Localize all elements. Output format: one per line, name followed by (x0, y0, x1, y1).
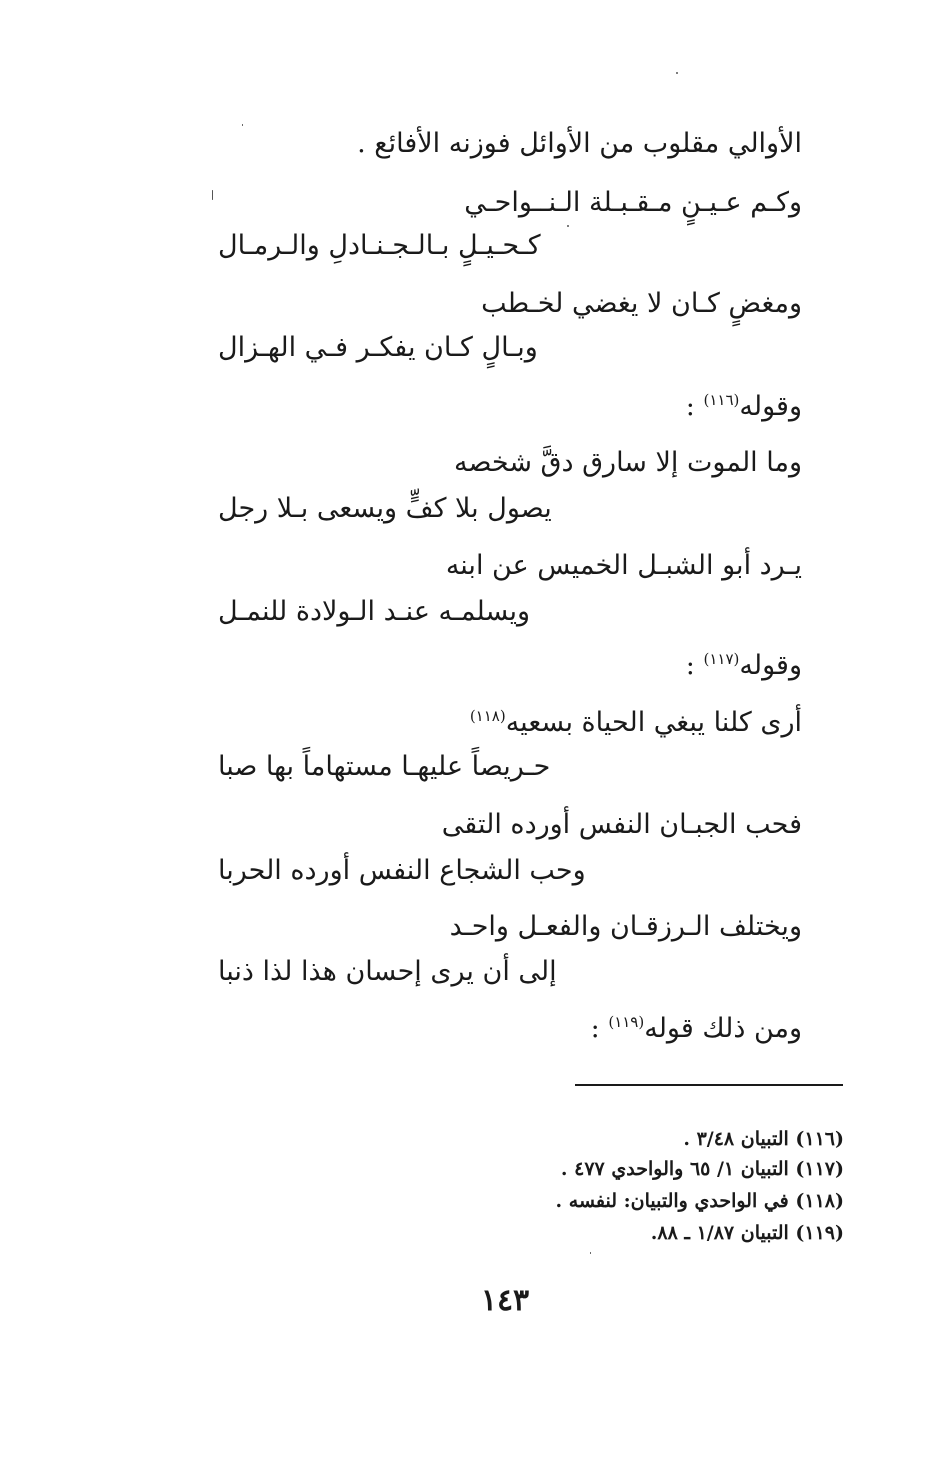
verse-second-hemistich: كـحـيـلٍ بـالـجـنـادلِ والـرمـال (218, 230, 541, 261)
verse-first-hemistich (470, 703, 802, 743)
verse-text: أرى كلنا يبغي الحياة بسعيه (505, 707, 802, 738)
scan-speck (676, 72, 678, 74)
footnote: (١١٧) التبيان ١/ ٦٥ والواحدي ٤٧٧ . (560, 1158, 844, 1180)
footnote-separator (575, 1084, 843, 1086)
quote-intro (686, 646, 802, 686)
verse-second-hemistich: ويسلمـه عنـد الـولادة للنمـل (218, 596, 531, 627)
intro-colon: : (685, 650, 695, 681)
verse-first-hemistich: وما الموت إلا سارق دقَّ شخصه (454, 447, 802, 478)
footnote: (١١٩) التبيان ١/٨٧ ـ ٨٨. (650, 1222, 844, 1244)
verse-first-hemistich: ويختلف الـرزقـان والفعـل واحـد (449, 911, 802, 942)
intro-text: ومن ذلك قوله (644, 1013, 802, 1044)
footnote: (١١٨) في الواحدي والتبيان: لنفسه . (555, 1190, 844, 1212)
verse-first-hemistich: يـرد أبو الشبـل الخميس عن ابنه (445, 550, 802, 581)
intro-text: وقوله (739, 650, 802, 681)
scan-speck (567, 225, 569, 227)
verse-second-hemistich: حـريصاً عليهـا مستهاماً بها صبا (218, 751, 551, 782)
scan-speck (212, 190, 213, 200)
text-line: الأوالي مقلوب من الأوائل فوزنه الأفائع . (357, 128, 802, 159)
verse-first-hemistich: فحب الجبـان النفس أورده التقى (441, 809, 802, 840)
scan-speck (242, 124, 243, 126)
quote-intro (591, 1009, 802, 1049)
footnote: (١١٦) التبيان ٣/٤٨ . (683, 1128, 844, 1150)
verse-first-hemistich: ومغضٍ كـان لا يغضي لخـطب (481, 288, 802, 319)
page-number: ١٤٣ (480, 1283, 530, 1318)
footnote-ref: (١١٧) (703, 650, 740, 668)
scan-speck (590, 1252, 591, 1254)
footnote-ref: (١١٦) (703, 391, 740, 409)
quote-intro (686, 387, 802, 427)
verse-second-hemistich: يصول بلا كفٍّ ويسعى بـلا رجل (218, 493, 552, 524)
intro-colon: : (685, 391, 695, 422)
intro-text: وقوله (739, 391, 802, 422)
intro-colon: : (590, 1013, 600, 1044)
verse-second-hemistich: إلى أن يرى إحسان هذا لذا ذنبا (218, 956, 557, 987)
footnote-ref: (١١٩) (608, 1013, 645, 1031)
verse-second-hemistich: وحب الشجاع النفس أورده الحربا (218, 855, 586, 886)
footnote-ref: (١١٨) (469, 707, 506, 725)
verse-first-hemistich: وكـم عـيـنٍ مـقـبـلة الـنــواحـي (464, 187, 802, 218)
verse-second-hemistich: وبـالٍ كـان يفكـر فـي الهـزال (218, 332, 538, 363)
